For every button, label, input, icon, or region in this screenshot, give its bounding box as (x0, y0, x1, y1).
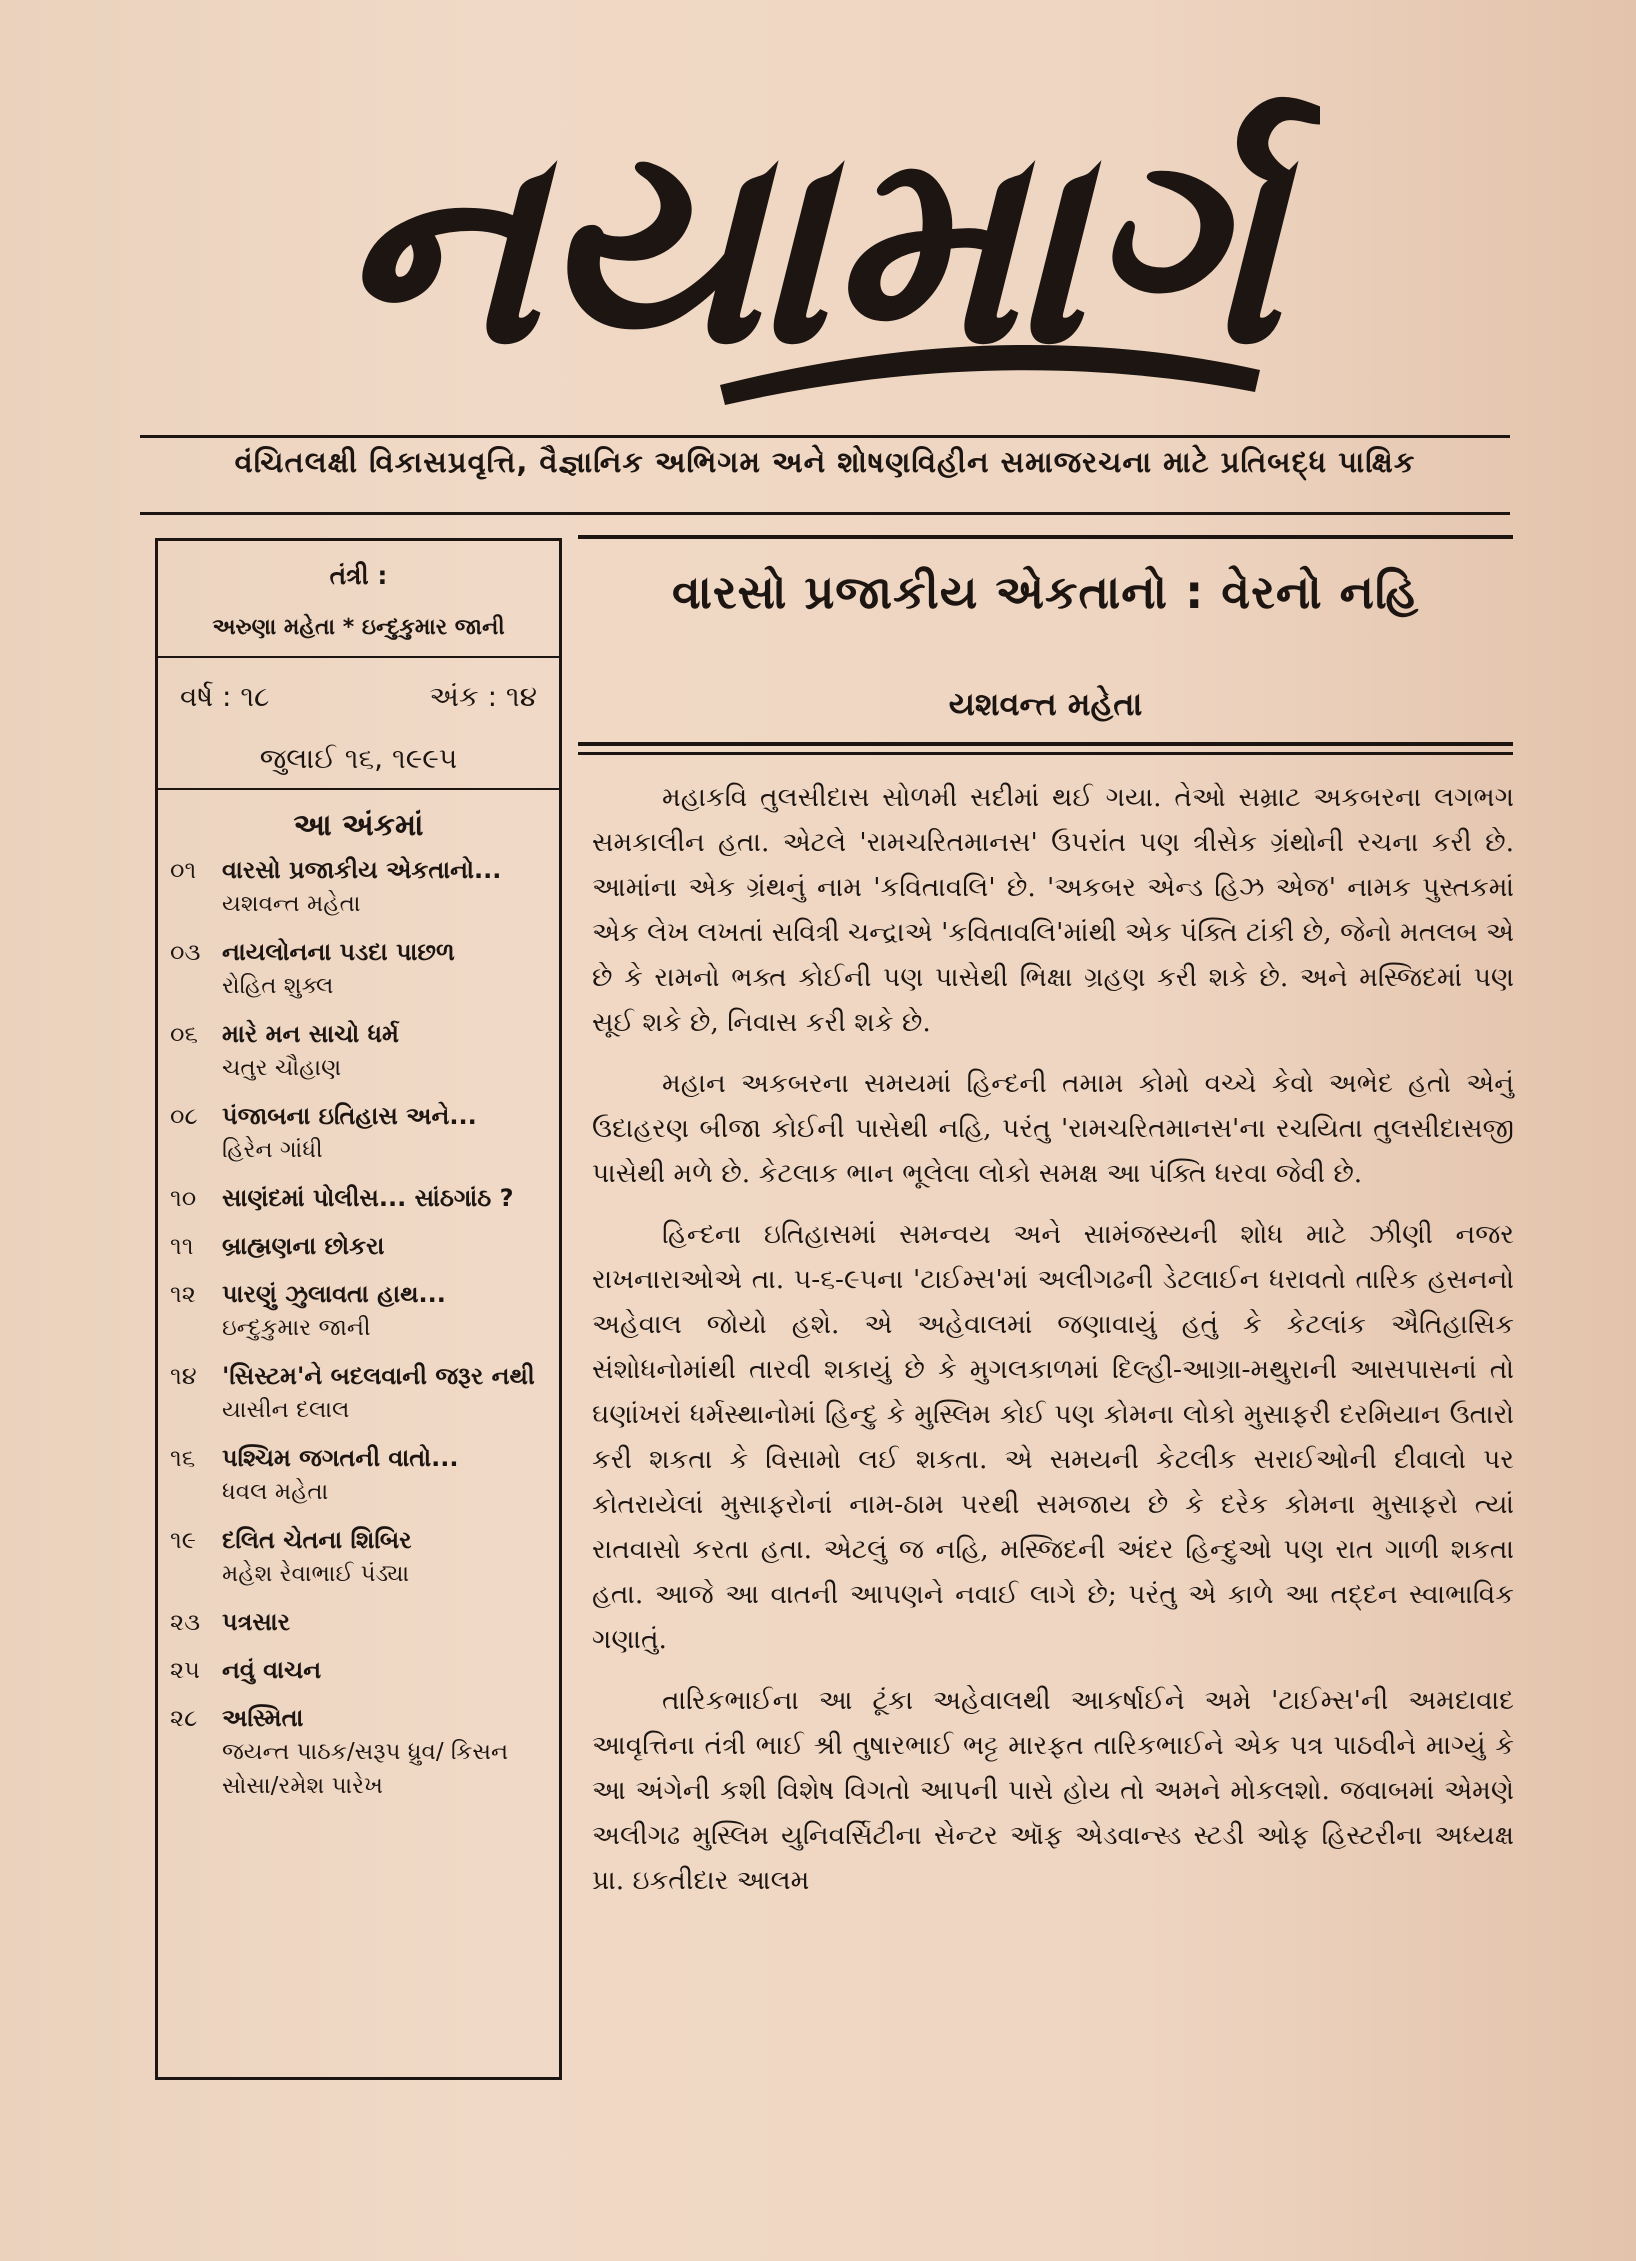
toc-page: ૧૪ (170, 1362, 197, 1390)
toc-item[interactable] (170, 1701, 549, 1803)
masthead (300, 40, 1320, 430)
toc-page: ૧૦ (170, 1184, 197, 1212)
article-paragraph: મહાકવિ તુલસીદાસ સોળમી સદીમાં થઈ ગયા. તેઓ સમ્રાટ અકબરના લગભગ સમકાલીન હતા. એટલે 'રામચરિતમાનસ' ઉપરાંત પણ ત્રીસેક ગ્રંથોની રચના કરી છે. આમાંના એક ગ્રંથનું નામ 'કવિતાવલિ' છે. 'અકબર એન્ડ હિઝ એજ' નામક પુસ્તકમાં એક લેખ લખતાં સવિત્રી ચન્દ્રાએ 'કવિતાવલિ'માંથી એક પંક્તિ ટાંકી છે, જેનો મતલબ એ છે કે રામનો ભક્ત કોઈની પણ પાસેથી ભિક્ષા ગ્રહણ કરી શકે છે. અને મસ્જિદમાં પણ સૂઈ શકે છે, નિવાસ કરી શકે છે. (592, 782, 1514, 1038)
byline-rule-1 (578, 742, 1513, 746)
title-top-rule (578, 535, 1513, 539)
toc-author: યશવન્ત મહેતા (222, 891, 361, 917)
toc-author: ધવલ મહેતા (222, 1479, 329, 1505)
toc-page: ૧૬ (170, 1444, 196, 1472)
masthead-logo (300, 40, 1320, 430)
toc-page: ૦૩ (170, 938, 201, 966)
toc-author: હિરેન ગાંધી (222, 1137, 323, 1163)
toc-author: મહેશ રેવાભાઈ પંડ્યા (222, 1561, 410, 1587)
sidebar-box (155, 538, 562, 2080)
toc-title: અસ્મિતા (222, 1704, 304, 1732)
tagline: વંચિતલક્ષી વિકાસપ્રવૃત્તિ, વૈજ્ઞાનિક અભિગમ અને શોષણવિહીન સમાજરચના માટે પ્રતિબદ્ધ પાક્ષિક (234, 445, 1416, 479)
article-paragraph: હિન્દના ઇતિહાસમાં સમન્વય અને સામંજસ્યની શોધ માટે ઝીણી નજર રાખનારાઓએ તા. ૫-૬-૯૫ના 'ટાઈમ્સ'માં અલીગઢની ડેટલાઈન ધરાવતો તારિક હસનનો અહેવાલ જોયો હશે. એ અહેવાલમાં જણાવાયું હતું કે કેટલાંક ઐતિહાસિક સંશોધનોમાંથી તારવી શકાયું છે કે મુગલકાળમાં દિલ્હી-આગ્રા-મથુરાની આસપાસનાં તો ઘણાંખરાં ધર્મસ્થાનોમાં હિન્દુ કે મુસ્લિમ કોઈ પણ કોમના લોકો મુસાફરી દરમિયાન ઉતારો કરી શકતા કે વિસામો લઈ શકતા. એ સમયની કેટલીક સરાઈઓની દીવાલો પર કોતરાયેલાં મુસાફરોનાં નામ-ઠામ પરથી સમજાય છે કે દરેક કોમના મુસાફરો ત્યાં રાતવાસો કરતા હતા. એટલું જ નહિ, મસ્જિદની અંદર હિન્દુઓ પણ રાત ગાળી શકતા હતા. આજે આ વાતની આપણને નવાઈ લાગે છે; પરંતુ એ કાળે આ તદ્દન સ્વાભાવિક ગણાતું. (592, 1219, 1514, 1655)
toc-item[interactable] (170, 853, 549, 921)
toc-title: વારસો પ્રજાકીય એકતાનો... (222, 856, 502, 884)
toc-author: યાસીન દલાલ (222, 1397, 350, 1423)
byline-rule-2 (578, 752, 1513, 755)
toc-item[interactable] (170, 1099, 549, 1167)
toc-title: 'સિસ્ટમ'ને બદલવાની જરૂર નથી (222, 1362, 535, 1390)
toc-item[interactable] (170, 1359, 549, 1427)
toc-item[interactable] (170, 1441, 549, 1509)
toc-page: ૦૮ (170, 1102, 198, 1130)
toc-title: પશ્ચિમ જગતની વાતો... (222, 1444, 459, 1472)
article-byline: યશવન્ત મહેતા (948, 685, 1143, 723)
toc-author: ચતુર ચૌહાણ (222, 1055, 342, 1081)
toc-page: ૨૩ (170, 1608, 201, 1636)
toc-page: ૦૧ (170, 856, 197, 884)
year: વર્ષ : ૧૮ (180, 680, 270, 713)
toc-title: બ્રાહ્મણના છોકરા (222, 1232, 385, 1260)
editor-label: તંત્રી : (329, 561, 388, 590)
article-body (592, 775, 1514, 1919)
toc-item[interactable] (170, 1017, 549, 1085)
toc-item[interactable] (170, 1229, 549, 1263)
toc-author: ઇન્દુકુમાર જાની (222, 1315, 371, 1341)
contents-title: આ અંકમાં (293, 808, 424, 843)
toc-page: ૦૬ (170, 1020, 198, 1048)
article-paragraph: તારિકભાઈના આ ટૂંકા અહેવાલથી આકર્ષાઈને અમે 'ટાઈમ્સ'ની અમદાવાદ આવૃત્તિના તંત્રી ભાઈ શ્રી તુષારભાઈ ભટ્ટ મારફત તારિકભાઈને એક પત્ર પાઠવીને માગ્યું કે આ અંગેની કશી વિશેષ વિગતો આપની પાસે હોય તો અમને મોકલશો. જવાબમાં એમણે અલીગઢ મુસ્લિમ યુનિવર્સિટીના સેન્ટર ઑફ એડવાન્સ્ડ સ્ટડી ઓફ હિસ્ટરીના અધ્યક્ષ પ્રા. ઇકતીદાર આલમ (592, 1685, 1514, 1896)
toc-author: જયન્ત પાઠક/સરૂપ ધ્રુવ/ કિસન સોસા/રમેશ પારેખ (222, 1739, 509, 1799)
toc-title: સાણંદમાં પોલીસ... સાંઠગાંઠ ? (222, 1184, 514, 1212)
tagline-top-rule (140, 435, 1510, 438)
toc-page: ૧૨ (170, 1280, 196, 1308)
masthead-title: નયામાર્ગ (338, 89, 1282, 404)
issue-date: જુલાઈ ૧૬, ૧૯૯૫ (259, 742, 458, 775)
toc-item[interactable] (170, 1653, 549, 1687)
toc-title: પત્રસાર (222, 1608, 291, 1636)
toc-page: ૧૯ (170, 1526, 196, 1554)
toc-page: ૨૮ (170, 1704, 198, 1732)
article-paragraph: મહાન અકબરના સમયમાં હિન્દની તમામ કોમો વચ્ચે કેવો અભેદ હતો એનું ઉદાહરણ બીજા કોઈની પાસેથી નહિ, પરંતુ 'રામચરિતમાનસ'ના રચયિતા તુલસીદાસજી પાસેથી મળે છે. કેટલાક ભાન ભૂલેલા લોકો સમક્ષ આ પંક્તિ ધરવા જેવી છે. (592, 1068, 1514, 1189)
toc-author: રોહિત શુક્લ (222, 973, 334, 999)
table-of-contents (158, 853, 559, 1803)
toc-title: પંજાબના ઇતિહાસ અને... (222, 1102, 477, 1130)
toc-title: મારે મન સાચો ધર્મ (222, 1020, 399, 1048)
toc-title: પારણું ઝુલાવતા હાથ... (222, 1280, 446, 1308)
toc-title: નાયલોનના પડદા પાછળ (222, 938, 455, 966)
toc-item[interactable] (170, 1181, 549, 1215)
toc-title: નવું વાચન (222, 1656, 322, 1684)
toc-item[interactable] (170, 1523, 549, 1591)
issue: અંક : ૧૪ (429, 680, 537, 713)
volume-row (158, 658, 559, 714)
tagline-bottom-rule (140, 512, 1510, 515)
toc-page: ૧૧ (170, 1232, 194, 1260)
editors: અરુણા મહેતા * ઇન્દુકુમાર જાની (212, 615, 505, 640)
toc-title: દલિત ચેતના શિબિર (222, 1526, 412, 1554)
toc-item[interactable] (170, 1605, 549, 1639)
divider (158, 788, 559, 790)
article-title: વારસો પ્રજાકીય એકતાનો : વેરનો નહિ (671, 565, 1420, 619)
toc-item[interactable] (170, 1277, 549, 1345)
toc-item[interactable] (170, 935, 549, 1003)
toc-page: ૨૫ (170, 1656, 200, 1684)
